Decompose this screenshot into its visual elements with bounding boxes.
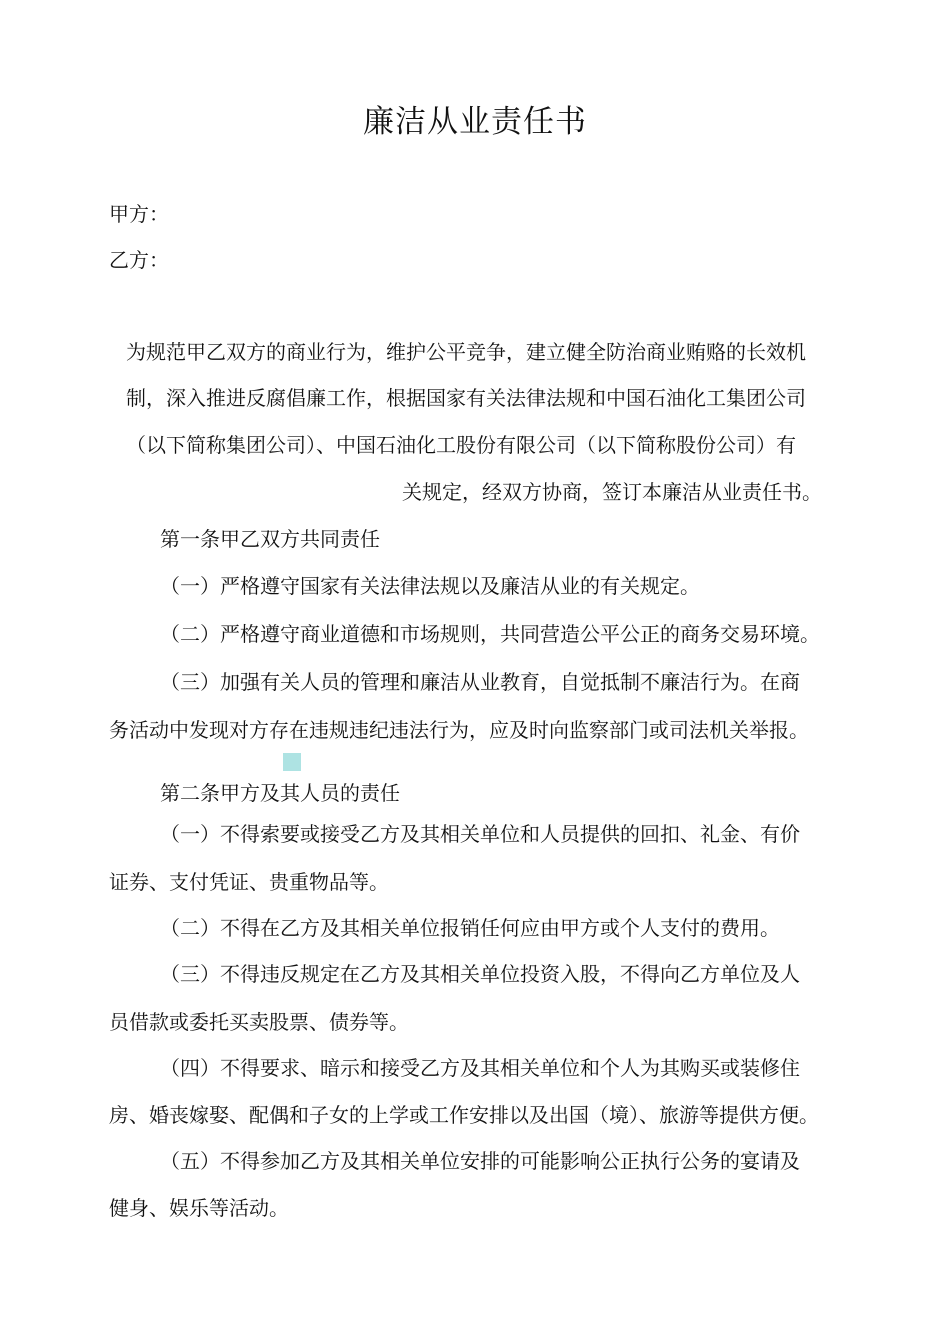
article2-item: （五）不得参加乙方及其相关单位安排的可能影响公正执行公务的宴请及 — [160, 1149, 800, 1173]
article1-item: 务活动中发现对方存在违规违纪违法行为，应及时向监察部门或司法机关举报。 — [109, 718, 809, 742]
article1-item: （一）严格遵守国家有关法律法规以及廉洁从业的有关规定。 — [160, 574, 700, 598]
article2-heading: 第二条甲方及其人员的责任 — [160, 781, 400, 805]
preamble-line: 关规定，经双方协商，签订本廉洁从业责任书。 — [402, 480, 822, 504]
article2-item: 证券、支付凭证、贵重物品等。 — [109, 870, 389, 894]
party-b-label: 乙方： — [109, 248, 169, 272]
article1-item: （三）加强有关人员的管理和廉洁从业教育，自觉抵制不廉洁行为。在商 — [160, 670, 800, 694]
article1-heading: 第一条甲乙双方共同责任 — [160, 527, 380, 551]
article2-item: （四）不得要求、暗示和接受乙方及其相关单位和个人为其购买或装修住 — [160, 1056, 800, 1080]
party-a-label: 甲方： — [109, 202, 169, 226]
article2-item: 员借款或委托买卖股票、债券等。 — [109, 1010, 409, 1034]
preamble-line: 制，深入推进反腐倡廉工作，根据国家有关法律法规和中国石油化工集团公司 — [126, 386, 806, 410]
article2-item: 健身、娱乐等活动。 — [109, 1196, 289, 1220]
document-title: 廉洁从业责任书 — [363, 104, 587, 140]
article2-item: 房、婚丧嫁娶、配偶和子女的上学或工作安排以及出国（境）、旅游等提供方便。 — [109, 1103, 819, 1127]
preamble-line: 为规范甲乙双方的商业行为，维护公平竞争，建立健全防治商业贿赂的长效机 — [126, 340, 806, 364]
article1-item: （二）严格遵守商业道德和市场规则，共同营造公平公正的商务交易环境。 — [160, 622, 820, 646]
article2-item: （一）不得索要或接受乙方及其相关单位和人员提供的回扣、礼金、有价 — [160, 822, 800, 846]
highlight-marker — [283, 753, 301, 771]
article2-item: （二）不得在乙方及其相关单位报销任何应由甲方或个人支付的费用。 — [160, 916, 780, 940]
preamble-line: （以下简称集团公司）、中国石油化工股份有限公司（以下简称股份公司）有 — [126, 433, 796, 457]
article2-item: （三）不得违反规定在乙方及其相关单位投资入股，不得向乙方单位及人 — [160, 962, 800, 986]
